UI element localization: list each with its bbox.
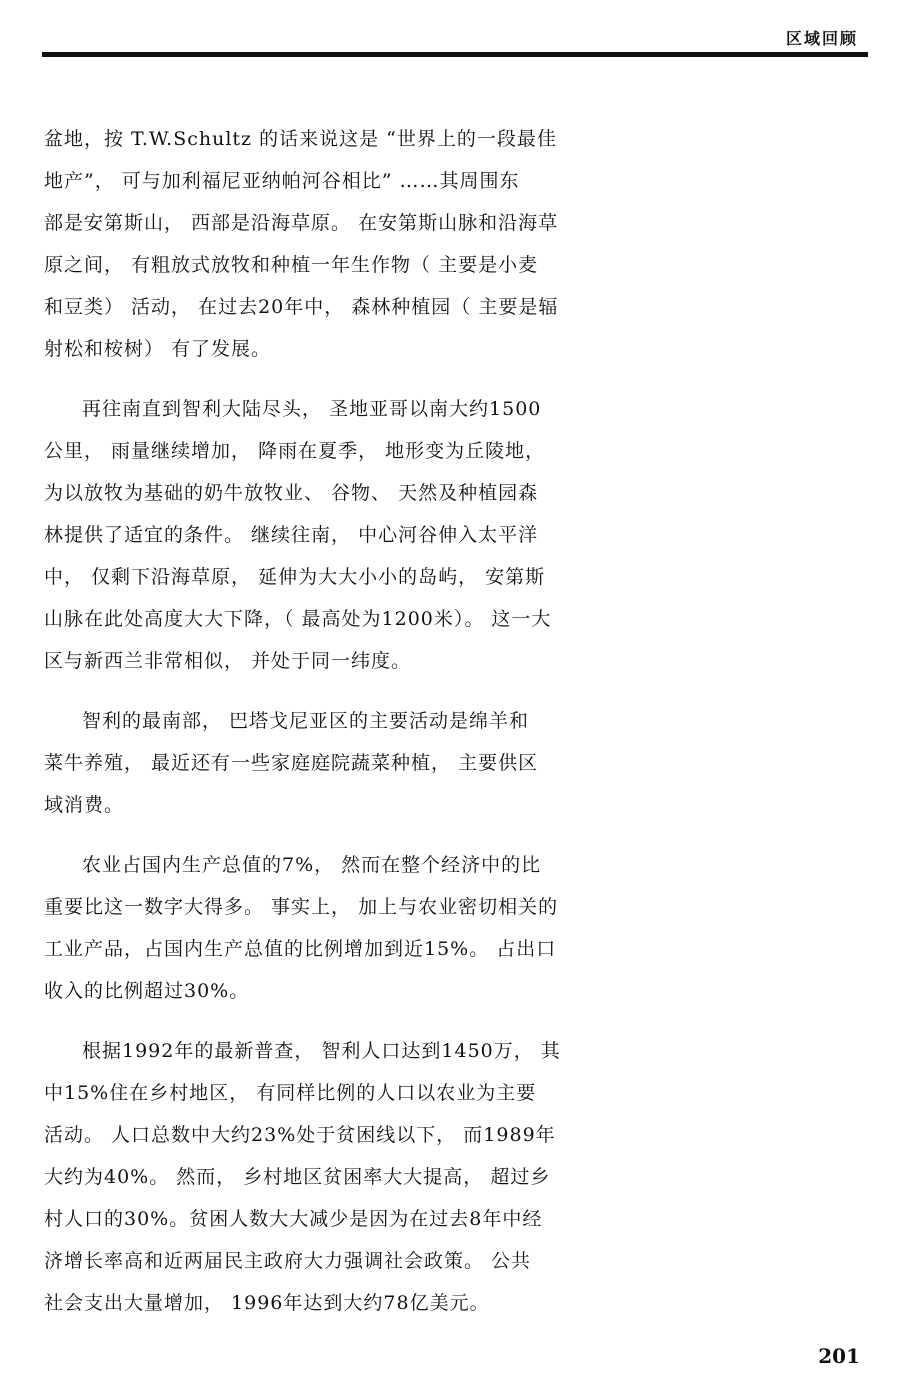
text-line: 山脉在此处高度大大下降，（ 最高处为1200米）。 这一大 bbox=[44, 608, 552, 630]
text-line: 和豆类） 活动， 在过去20年中， 森林种植园（ 主要是辐 bbox=[44, 296, 559, 318]
text-line: 根据1992年的最新普查， 智利人口达到1450万， 其 bbox=[82, 1040, 561, 1062]
text-line: 收入的比例超过30%。 bbox=[44, 980, 250, 1002]
text-line: 工业产品，占国内生产总值的比例增加到近15%。 占出口 bbox=[44, 938, 557, 960]
text-line: 智利的最南部， 巴塔戈尼亚区的主要活动是绵羊和 bbox=[82, 710, 530, 732]
text-line: 重要比这一数字大得多。 事实上， 加上与农业密切相关的 bbox=[44, 896, 559, 918]
paragraph-2 bbox=[44, 388, 592, 682]
text-line: 再往南直到智利大陆尽头， 圣地亚哥以南大约1500 bbox=[82, 398, 542, 420]
text-line: 公里， 雨量继续增加， 降雨在夏季， 地形变为丘陵地， bbox=[44, 440, 546, 462]
text-line: 射松和桉树） 有了发展。 bbox=[44, 338, 272, 360]
text-line: 盆地，按 T.W.Schultz 的话来说这是 “世界上的一段最佳 bbox=[44, 128, 557, 150]
text-line: 中15%住在乡村地区， 有同样比例的人口以农业为主要 bbox=[44, 1082, 537, 1104]
header-rule bbox=[42, 52, 868, 57]
text-line: 大约为40%。 然而， 乡村地区贫困率大大提高， 超过乡 bbox=[44, 1166, 551, 1188]
text-line: 农业占国内生产总值的7%， 然而在整个经济中的比 bbox=[82, 854, 542, 876]
text-line: 为以放牧为基础的奶牛放牧业、 谷物、 天然及种植园森 bbox=[44, 482, 539, 504]
text-line: 部是安第斯山， 西部是沿海草原。 在安第斯山脉和沿海草 bbox=[44, 212, 559, 234]
text-line: 村人口的30%。贫困人数大大减少是因为在过去8年中经 bbox=[44, 1208, 543, 1230]
body-text bbox=[44, 118, 592, 1342]
paragraph-5 bbox=[44, 1030, 592, 1324]
text-line: 活动。 人口总数中大约23%处于贫困线以下， 而1989年 bbox=[44, 1124, 556, 1146]
text-line: 原之间， 有粗放式放牧和种植一年生作物（ 主要是小麦 bbox=[44, 254, 539, 276]
section-label: 区域回顾 bbox=[785, 29, 858, 48]
text-line: 社会支出大量增加， 1996年达到大约78亿美元。 bbox=[44, 1292, 490, 1314]
page-number: 201 bbox=[818, 1344, 860, 1368]
text-line: 林提供了适宜的条件。 继续往南， 中心河谷伸入太平洋 bbox=[44, 524, 539, 546]
text-line: 济增长率高和近两届民主政府大力强调社会政策。 公共 bbox=[44, 1250, 532, 1272]
text-line: 域消费。 bbox=[44, 794, 125, 816]
text-line: 菜牛养殖， 最近还有一些家庭庭院蔬菜种植， 主要供区 bbox=[44, 752, 539, 774]
paragraph-3 bbox=[44, 700, 592, 826]
text-line: 中， 仅剩下沿海草原， 延伸为大大小小的岛屿， 安第斯 bbox=[44, 566, 546, 588]
paragraph-4 bbox=[44, 844, 592, 1012]
paragraph-1 bbox=[44, 118, 592, 370]
text-line: 地产”， 可与加利福尼亚纳帕河谷相比” ……其周围东 bbox=[44, 170, 520, 192]
text-line: 区与新西兰非常相似， 并处于同一纬度。 bbox=[44, 650, 412, 672]
